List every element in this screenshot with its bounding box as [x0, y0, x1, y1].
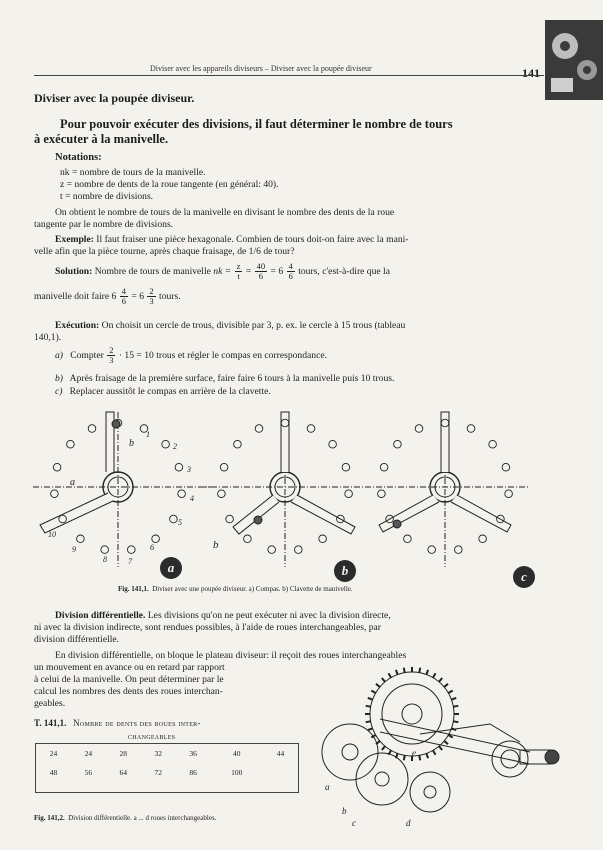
- diff-label: Division différentielle.: [55, 610, 146, 621]
- plate-hole: [178, 490, 186, 498]
- solution-text: tours.: [156, 291, 181, 302]
- badge-c: c: [513, 566, 535, 588]
- fig-label: 1: [146, 430, 150, 439]
- fig-label: 2: [173, 442, 177, 451]
- fig-label: a: [70, 477, 75, 488]
- plate-hole: [170, 515, 178, 523]
- gear-tooth: [376, 684, 380, 687]
- plate-hole: [51, 490, 59, 498]
- lead-line-1: Pour pouvoir exécuter des divisions, il faut déterminer le nombre de tours: [60, 117, 453, 131]
- plate-hole: [505, 490, 513, 498]
- table-row: [36, 744, 298, 763]
- solution-text: tours, c'est-à-dire que la: [295, 266, 390, 277]
- panel-a-diagram: [33, 412, 213, 567]
- table-cell: 32: [154, 749, 162, 758]
- plate-hole: [268, 546, 276, 554]
- step-c: [55, 386, 271, 397]
- notation-item: nk = nombre de tours de la manivelle.: [60, 167, 206, 178]
- notation-item: z = nombre de dents de la roue tangente (en général: 40).: [60, 179, 279, 190]
- fig-label: b: [213, 539, 219, 551]
- plate-hole: [502, 463, 510, 471]
- plate-hole: [175, 463, 183, 471]
- gear-tooth: [419, 668, 420, 673]
- plate-hole: [404, 535, 412, 543]
- notations-title: Notations:: [55, 152, 102, 163]
- gear-label: c: [352, 818, 356, 828]
- fig-label: 5: [178, 518, 182, 527]
- table-cell: 24: [49, 749, 58, 758]
- solution-text: manivelle doit faire 6: [34, 291, 117, 302]
- figure2-caption: [34, 814, 216, 822]
- step-b-label: b): [55, 373, 63, 384]
- table-cell: 28: [119, 749, 128, 758]
- table-cell: 36: [189, 749, 197, 758]
- gear-tooth: [382, 746, 385, 750]
- diff-text: Les divisions qu'on ne peut exécuter ni avec la division directe,: [145, 610, 391, 621]
- fraction: [235, 262, 243, 281]
- plate-hole: [467, 425, 475, 433]
- denominator: 3: [149, 296, 154, 307]
- gear-tooth: [382, 678, 385, 682]
- caption-number: Fig. 141,1.: [118, 585, 149, 593]
- page-number: 141: [522, 66, 540, 80]
- gear-tooth: [444, 684, 448, 687]
- badge-a: a: [160, 557, 182, 579]
- gear-tooth: [368, 698, 373, 700]
- step-text: Replacer aussitôt le compas en arrière de la clavette.: [69, 386, 271, 397]
- fig-label: 8: [103, 555, 107, 564]
- table-cell: 72: [154, 768, 162, 777]
- table-cell: 48: [49, 768, 58, 777]
- plate-hole: [295, 546, 303, 554]
- intro-line-2: tangente par le nombre de divisions.: [34, 219, 174, 230]
- numerator: 40: [256, 261, 266, 272]
- diff-line-6: à celui de la manivelle. On peut déterminer par le: [34, 674, 224, 685]
- example-label: Exemple:: [55, 234, 94, 245]
- gear-tooth: [439, 678, 442, 682]
- table-cell: 56: [84, 768, 93, 777]
- gears-icon: [545, 20, 603, 100]
- solution-line-1: [55, 259, 390, 285]
- badge-b: b: [334, 560, 356, 582]
- fig-label: 7: [128, 557, 132, 566]
- plate-hole: [345, 490, 353, 498]
- diff-line-5: un mouvement en avance ou en retard par rapport: [34, 662, 225, 673]
- plate-hole: [342, 463, 350, 471]
- gear-tooth: [371, 691, 375, 694]
- execution-line-2: 140,1).: [34, 332, 62, 343]
- gear-tooth: [404, 755, 405, 760]
- solution-line-2: [34, 285, 181, 309]
- figure1-caption: [118, 585, 353, 593]
- header-rule: [34, 75, 544, 76]
- table-cell: 44: [276, 749, 285, 758]
- plate-hole: [67, 440, 75, 448]
- fraction: [255, 262, 268, 281]
- step-text: · 15 = 10 trous et régler le compas en correspondance.: [118, 350, 327, 361]
- plate-hole: [220, 463, 228, 471]
- nk-symbol: nk =: [213, 266, 232, 277]
- gear-tooth: [426, 670, 428, 675]
- diff-line-3: division différentielle.: [34, 634, 120, 645]
- step-text: Après fraisage de la première surface, faire faire 6 tours à la manivelle puis 10 trous.: [69, 373, 395, 384]
- plate-hole: [162, 440, 170, 448]
- plate-hole: [234, 440, 242, 448]
- fraction: [287, 262, 295, 281]
- plate-hole: [329, 440, 337, 448]
- plate-hole: [53, 463, 61, 471]
- fraction: [120, 287, 128, 306]
- example-text: Il faut fraiser une pièce hexagonale. Combien de tours doit-on faire avec la mani-: [93, 234, 409, 245]
- table-cell: 86: [189, 768, 197, 777]
- teeth-table: [36, 744, 298, 782]
- plate-hole: [489, 440, 497, 448]
- plate-hole: [88, 425, 96, 433]
- execution-line-1: [55, 320, 405, 331]
- numerator: z: [236, 261, 241, 272]
- plate-hole: [479, 535, 487, 543]
- plate-hole: [255, 425, 263, 433]
- step-a: [55, 344, 327, 368]
- plate-hole: [319, 535, 327, 543]
- diff-line-2: ni avec la division indirecte, sont rendues possibles, à l'aide de roues interchangeables, par: [34, 622, 381, 633]
- gear-tooth: [404, 668, 405, 673]
- caption-number: Fig. 141,2.: [34, 814, 65, 822]
- diff-line-7: calcul les nombres des dents des roues interchan-: [34, 686, 223, 697]
- plate-hole: [244, 535, 252, 543]
- fig-label: 6: [150, 543, 154, 552]
- gear-tooth: [433, 750, 436, 754]
- gear-tooth: [448, 691, 452, 694]
- execution-label: Exécution:: [55, 320, 100, 331]
- diff-line-1: [55, 610, 391, 621]
- gear-tooth: [444, 741, 448, 744]
- equals: =: [245, 266, 252, 277]
- gear-tooth: [452, 698, 457, 700]
- plate-hole: [380, 463, 388, 471]
- gear-tooth: [366, 706, 371, 707]
- fraction: [147, 287, 155, 306]
- plate-hole: [77, 535, 85, 543]
- caption-text: Division différentielle. a ... d roues interchangeables.: [68, 814, 217, 822]
- plate-hole: [415, 425, 423, 433]
- example-line-2: velle afin que la pièce tourne, après chaque fraisage, de 1/6 de tour?: [34, 246, 295, 257]
- gear-tooth: [389, 673, 392, 677]
- gear-tooth: [419, 755, 420, 760]
- gear-tooth: [368, 728, 373, 730]
- plate-hole: [226, 515, 234, 523]
- panel-c-diagram: [365, 412, 530, 567]
- lead-line-2: à exécuter à la manivelle.: [34, 132, 169, 146]
- table-row: [36, 763, 298, 782]
- plate-hole: [128, 546, 136, 554]
- notation-item: t = nombre de divisions.: [60, 191, 154, 202]
- gear-label: a: [325, 782, 330, 792]
- numerator: 4: [288, 261, 293, 272]
- step-text: Compter: [70, 350, 104, 361]
- gear-train-figure: [320, 664, 565, 834]
- solution-text: Nombre de tours de manivelle: [92, 266, 214, 277]
- plate-hole: [428, 546, 436, 554]
- plate-hole: [455, 546, 463, 554]
- equals: = 6: [131, 291, 144, 302]
- plate-hole: [101, 546, 109, 554]
- numerator: 2: [149, 286, 154, 297]
- fig-label: 4: [190, 494, 194, 503]
- caption-text: Diviser avec une poupée diviseur. a) Compas. b) Clavette de manivelle.: [152, 585, 353, 593]
- fig-label: 10: [48, 530, 56, 539]
- table-title-text: changeables: [128, 731, 176, 741]
- table-cell: [263, 763, 298, 782]
- denominator: t: [237, 271, 240, 282]
- numerator: 2: [109, 345, 114, 356]
- example-line-1: [55, 234, 409, 245]
- gear-tooth: [366, 721, 371, 722]
- gear-label: e: [412, 748, 416, 758]
- table-cell: 100: [231, 768, 243, 777]
- table-cell: 64: [119, 768, 128, 777]
- table-cell: 40: [233, 749, 241, 758]
- diff-line-8: geables.: [34, 698, 66, 709]
- execution-text: On choisit un cercle de trous, divisible par 3, p. ex. le cercle à 15 trous (tableau: [99, 320, 406, 331]
- plate-hole: [394, 440, 402, 448]
- fig-label: 3: [187, 465, 191, 474]
- fraction: [107, 346, 115, 365]
- gear-label: b: [342, 806, 347, 816]
- equals: = 6: [270, 266, 284, 277]
- denominator: 6: [121, 296, 126, 307]
- fig-label: b: [129, 438, 134, 449]
- gear-tooth: [426, 754, 428, 759]
- table-cell: 24: [84, 749, 93, 758]
- intro-line-1: On obtient le nombre de tours de la manivelle en divisant le nombre des dents de la roue: [55, 207, 395, 218]
- diff-line-4: En division différentielle, on bloque le plateau diviseur: il reçoit des roues interchangeables: [55, 650, 407, 661]
- gear-tooth: [453, 706, 458, 707]
- gear-tooth: [396, 670, 398, 675]
- step-b: [55, 373, 394, 384]
- step-c-label: c): [55, 386, 63, 397]
- section-title: Diviser avec la poupée diviseur.: [34, 91, 195, 105]
- gear-tooth: [433, 673, 436, 677]
- step-a-label: a): [55, 350, 63, 361]
- plate-hole: [307, 425, 315, 433]
- divider-figure: [30, 402, 550, 582]
- gear-tooth: [448, 735, 452, 738]
- running-title: Diviser avec les appareils diviseurs – Diviser avec la poupée diviseur: [150, 64, 372, 73]
- plate-hole: [378, 490, 386, 498]
- gear-label: d: [406, 818, 411, 828]
- gear-tooth: [439, 746, 442, 750]
- numerator: 4: [121, 286, 126, 297]
- table-number: T. 141,1.: [34, 718, 67, 728]
- gear-tooth: [453, 721, 458, 722]
- plate-hole: [152, 535, 160, 543]
- table-title: [34, 718, 201, 729]
- fig-label: 9: [72, 545, 76, 554]
- solution-label: Solution:: [55, 266, 93, 277]
- denominator: 3: [109, 355, 114, 366]
- table-title-text: Nombre de dents des roues inter-: [73, 718, 201, 728]
- plate-hole: [218, 490, 226, 498]
- panel-b-diagram: [200, 412, 375, 567]
- denominator: 6: [288, 271, 293, 282]
- denominator: 6: [258, 271, 264, 282]
